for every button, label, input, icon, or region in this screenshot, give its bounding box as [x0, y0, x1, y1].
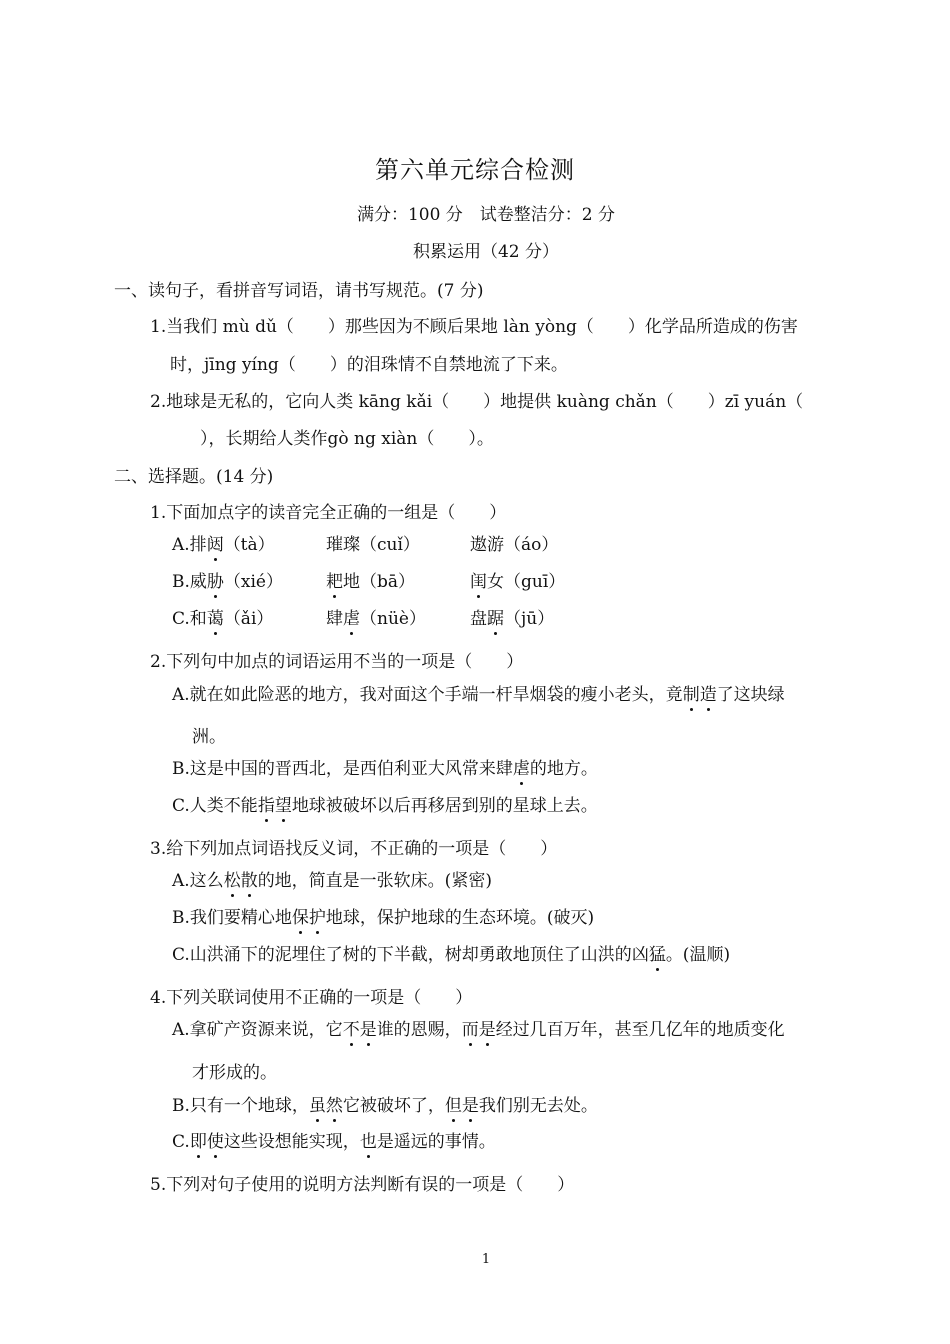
q2-s3-stem: 3.给下列加点词语找反义词，不正确的一项是（ ）: [150, 839, 558, 859]
q1-item2-line2: ），长期给人类作gò ng xiàn（ ）。: [200, 429, 494, 449]
q2-s2-stem: 2.下列句中加点的词语运用不当的一项是（ ）: [150, 652, 524, 672]
q1-heading: 一、读句子，看拼音写词语，请书写规范。(7 分): [114, 281, 484, 301]
page-number: 1: [481, 1252, 491, 1267]
q2-s3-option-a: A.这么松散的地，简直是一张软床。(紧密): [172, 871, 492, 891]
q2-s4-option-c: C.即使这些设想能实现，也是遥远的事情。: [172, 1132, 496, 1152]
section-heading: 积累运用（42 分）: [412, 242, 560, 262]
q2-s1-option-a: A.排闼（tà） 璀璨（cuǐ） 遨游（áo）: [172, 535, 559, 555]
q2-s2-option-c: C.人类不能指望地球被破坏以后再移居到别的星球上去。: [172, 796, 598, 816]
q2-s1-stem: 1.下面加点字的读音完全正确的一组是（ ）: [150, 503, 507, 523]
q1-item1-line2: 时，jīng yíng（ ）的泪珠情不自禁地流了下来。: [170, 355, 568, 375]
score-info: 满分：100 分 试卷整洁分：2 分: [356, 205, 616, 225]
q2-s2-option-b: B.这是中国的晋西北，是西伯利亚大风常来肆虐的地方。: [172, 759, 598, 779]
page-title: 第六单元综合检测: [375, 156, 575, 184]
q2-s2-option-a-line1: A.就在如此险恶的地方，我对面这个手端一杆旱烟袋的瘦小老头，竟制造了这块绿: [172, 685, 785, 705]
q1-item1-line1: 1.当我们 mù dǔ（ ）那些因为不顾后果地 làn yòng（ ）化学品所造成的伤害: [150, 317, 798, 337]
q2-s4-stem: 4.下列关联词使用不正确的一项是（ ）: [150, 988, 473, 1008]
q2-s3-option-c: C.山洪涌下的泥埋住了树的下半截，树却勇敢地顶住了山洪的凶猛。(温顺): [172, 945, 731, 965]
q2-heading: 二、选择题。(14 分): [114, 467, 274, 487]
q1-item2-line1: 2.地球是无私的，它向人类 kāng kǎi（ ）地提供 kuàng chǎn（ ）zī yuán（: [150, 392, 804, 412]
q2-s5-stem: 5.下列对句子使用的说明方法判断有误的一项是（ ）: [150, 1175, 575, 1195]
q2-s1-option-b: B.威胁（xié） 耙地（bā） 闺女（guī）: [172, 572, 566, 592]
q2-s4-option-a-line2: 才形成的。: [192, 1063, 277, 1083]
q2-s1-option-c: C.和蔼（ǎi） 肆虐（nüè） 盘踞（jū）: [172, 609, 555, 629]
q2-s4-option-b: B.只有一个地球，虽然它被破坏了，但是我们别无去处。: [172, 1096, 598, 1116]
q2-s3-option-b: B.我们要精心地保护地球，保护地球的生态环境。(破灭): [172, 908, 595, 928]
q2-s2-option-a-line2: 洲。: [192, 727, 226, 747]
q2-s4-option-a-line1: A.拿矿产资源来说，它不是谁的恩赐，而是经过几百万年，甚至几亿年的地质变化: [172, 1020, 785, 1040]
